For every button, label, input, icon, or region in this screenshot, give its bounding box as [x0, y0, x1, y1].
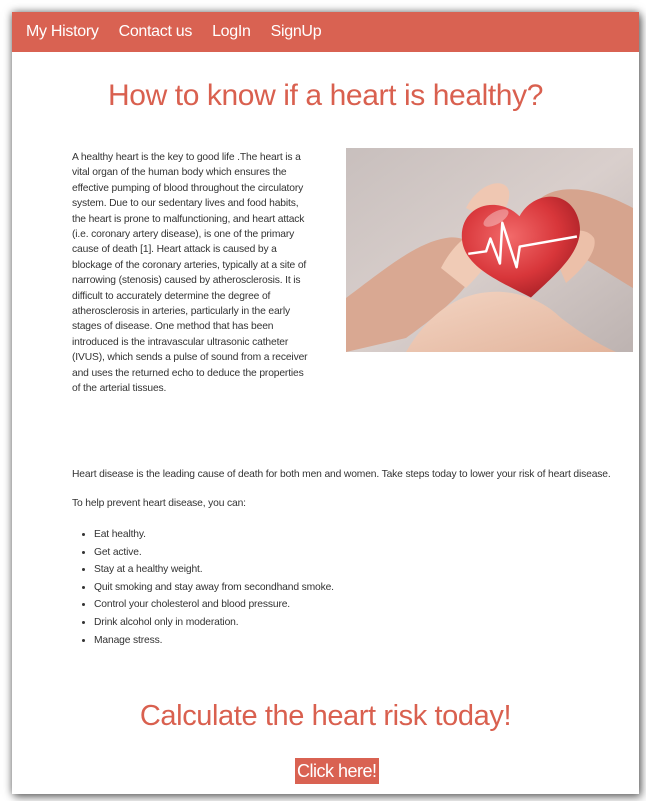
- list-item: • Get active.: [94, 544, 334, 562]
- page-frame: [12, 12, 639, 794]
- hands-holding-heart-image: [346, 148, 633, 352]
- intro-paragraph: A healthy heart is the key to good life .The heart is a vital organ of the human body which ensures the effective pumping of blood throughout the circulatory system. Due to our sedentary lives and food habits, the heart is prone to malfunctioning, and heart attack (i.e. coronary artery disease), is one of the primary cause of death [1]. Heart attack is caused by a blockage of the coronary arteries, typically at a site of narrowing (stenosis) caused by atherosclerosis. It is difficult to accurately determine the degree of atherosclerosis in arteries, particularly in the early stages of disease. One method that has been introduced is the intravascular ultrasonic catheter (IVUS), which sends a pulse of sound from a receiver and uses the returned echo to deduce the properties of the arterial tissues.: [72, 152, 308, 395]
- list-item: • Control your cholesterol and blood pressure.: [94, 596, 334, 614]
- list-item: • Stay at a healthy weight.: [94, 561, 334, 579]
- list-item: • Eat healthy.: [94, 526, 334, 544]
- list-item: • Drink alcohol only in moderation.: [94, 614, 334, 632]
- prevention-intro-paragraph: To help prevent heart disease, you can:: [72, 498, 246, 509]
- risk-paragraph: Heart disease is the leading cause of death for both men and women. Take steps today to lower your risk of heart disease.: [72, 469, 611, 480]
- cta-heading: Calculate the heart risk today!: [139, 700, 512, 732]
- top-navbar: [12, 12, 639, 52]
- click-here-button[interactable]: Click here!: [295, 758, 379, 784]
- nav-login-link[interactable]: LogIn: [212, 23, 251, 40]
- nav-my-history-link[interactable]: My History: [26, 23, 99, 40]
- nav-contact-us-link[interactable]: Contact us: [118, 23, 193, 40]
- nav-signup-link[interactable]: SignUp: [270, 23, 322, 40]
- prevention-tips-list: [72, 526, 334, 649]
- list-item: • Quit smoking and stay away from secondhand smoke.: [94, 579, 334, 597]
- page-title: How to know if a heart is healthy?: [108, 79, 543, 112]
- list-item: • Manage stress.: [94, 632, 334, 650]
